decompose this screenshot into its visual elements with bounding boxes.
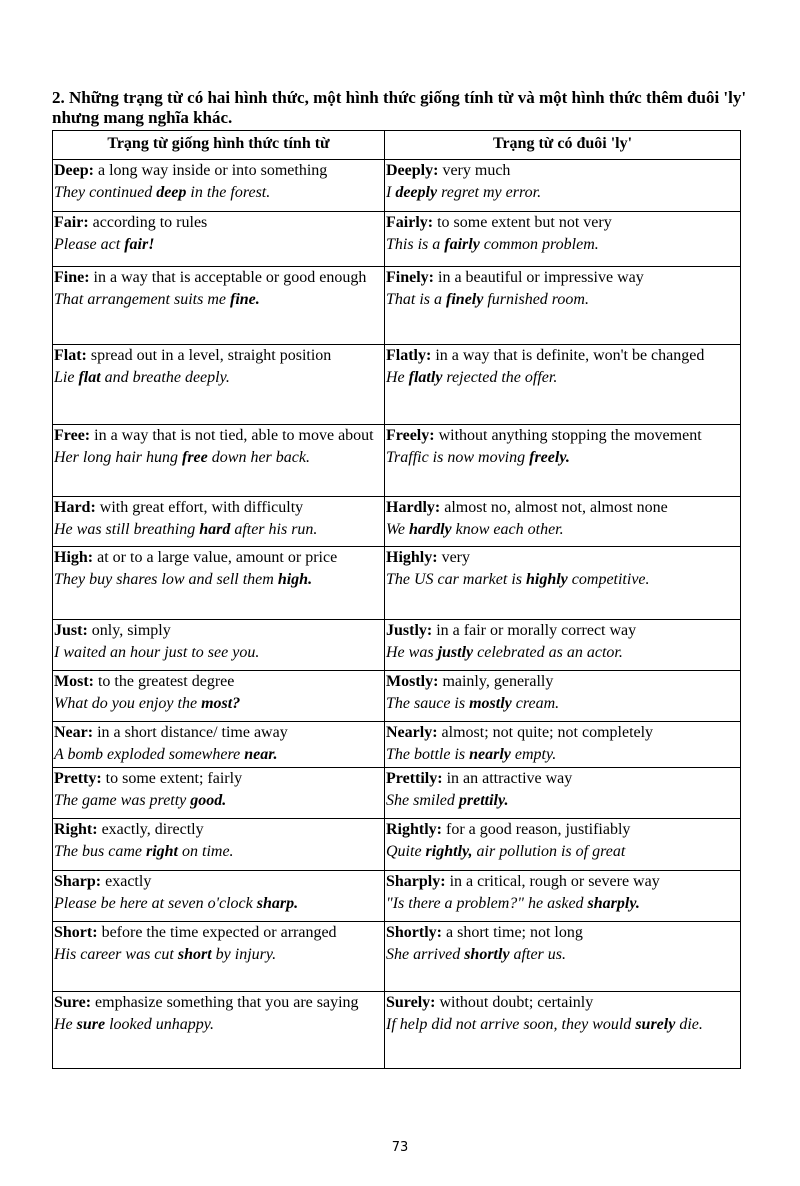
adverb-term: Finely:	[386, 269, 434, 286]
table-row	[53, 871, 741, 922]
table-row	[53, 160, 741, 212]
adverb-ly-form-cell	[385, 819, 741, 871]
example-text: I	[386, 183, 396, 201]
table-row	[53, 671, 741, 722]
adverb-ly-form-cell	[385, 671, 741, 722]
table-row	[53, 819, 741, 871]
adverb-term: Fairly:	[386, 214, 434, 231]
example-text: after his run.	[230, 520, 318, 538]
adverb-definition: to the greatest degree	[93, 673, 235, 690]
adverb-term: Just:	[54, 622, 88, 639]
example-keyword: hardly	[408, 520, 452, 538]
table-row	[53, 992, 741, 1069]
adverb-same-form-cell	[53, 160, 385, 212]
example-text: We	[386, 520, 409, 538]
example-text: by injury.	[211, 945, 277, 963]
adverb-definition: in a way that is definite, won't be changed	[431, 347, 705, 364]
adverb-term: Free:	[54, 427, 91, 444]
example-keyword: finely	[446, 290, 484, 308]
adverb-definition: only, simply	[87, 622, 171, 639]
example-keyword: surely	[635, 1015, 676, 1033]
adverb-term: Hard:	[54, 499, 96, 516]
adverb-term: Sharply:	[386, 873, 446, 890]
example-keyword: sharp.	[256, 894, 299, 912]
adverb-term: Flatly:	[386, 347, 432, 364]
example-text: This is a	[386, 235, 445, 253]
example-text: Traffic is now moving	[386, 448, 530, 466]
example-text: Quite	[386, 842, 426, 860]
example-keyword: flat	[78, 368, 101, 386]
example-keyword: rightly,	[425, 842, 473, 860]
adverb-same-form-cell	[53, 345, 385, 425]
example-keyword: prettily.	[458, 791, 509, 809]
example-keyword: high.	[277, 570, 313, 588]
example-keyword: most?	[201, 694, 241, 712]
adverb-definition: without anything stopping the movement	[434, 427, 702, 444]
adverb-same-form-cell	[53, 992, 385, 1069]
table-row	[53, 547, 741, 620]
adverb-term: Deeply:	[386, 162, 439, 179]
example-keyword: justly	[437, 643, 474, 661]
adverb-term: Sharp:	[54, 873, 102, 890]
table-row	[53, 267, 741, 345]
example-keyword: shortly	[464, 945, 510, 963]
example-sentence	[54, 447, 383, 469]
example-keyword: freely.	[529, 448, 570, 466]
example-text: after us.	[509, 945, 566, 963]
adverb-definition: before the time expected or arranged	[97, 924, 337, 941]
adverb-term: Prettily:	[386, 770, 443, 787]
example-sentence	[54, 642, 383, 664]
example-text: That arrangement suits me	[54, 290, 230, 308]
example-sentence	[54, 893, 383, 915]
example-sentence	[386, 234, 739, 256]
table-header-row	[53, 131, 741, 160]
example-text: cream.	[511, 694, 560, 712]
adverb-term: Freely:	[386, 427, 435, 444]
adverb-term: Pretty:	[54, 770, 102, 787]
adverb-definition: very much	[438, 162, 511, 179]
example-sentence	[386, 642, 739, 664]
adverb-same-form-cell	[53, 267, 385, 345]
example-text: The game was pretty	[54, 791, 191, 809]
example-sentence	[386, 519, 739, 541]
adverb-definition: with great effort, with difficulty	[95, 499, 304, 516]
example-text: That is a	[386, 290, 447, 308]
adverb-term: Mostly:	[386, 673, 439, 690]
adverb-same-form-cell	[53, 722, 385, 768]
example-keyword: sure	[76, 1015, 106, 1033]
example-keyword: highly	[525, 570, 568, 588]
example-text: air pollution is of great	[472, 842, 626, 860]
example-text: regret my error.	[437, 183, 542, 201]
table-row	[53, 212, 741, 267]
table-row	[53, 497, 741, 547]
example-text: Lie	[54, 368, 79, 386]
adverb-term: Shortly:	[386, 924, 442, 941]
example-sentence	[54, 519, 383, 541]
example-text: They buy shares low and sell them	[54, 570, 278, 588]
adverb-definition: mainly, generally	[438, 673, 554, 690]
adverb-ly-form-cell	[385, 267, 741, 345]
example-text: He	[386, 368, 409, 386]
adverb-term: Short:	[54, 924, 98, 941]
section-heading: 2. Những trạng từ có hai hình thức, một hình thức giống tính từ và một hình thức thêm đuôi 'ly' nhưng mang nghĩa khác.	[52, 88, 747, 127]
example-text: The bus came	[54, 842, 146, 860]
example-text: common problem.	[479, 235, 599, 253]
example-keyword: right	[145, 842, 178, 860]
adverb-definition: almost no, almost not, almost none	[440, 499, 668, 516]
adverb-term: Fair:	[54, 214, 89, 231]
adverb-ly-form-cell	[385, 212, 741, 267]
adverb-same-form-cell	[53, 425, 385, 497]
example-text: The sauce is	[386, 694, 470, 712]
example-sentence	[54, 234, 383, 256]
adverb-same-form-cell	[53, 212, 385, 267]
adverb-definition: spread out in a level, straight position	[86, 347, 332, 364]
example-sentence	[54, 790, 383, 812]
table-row	[53, 620, 741, 671]
adverb-definition: very	[437, 549, 470, 566]
example-text: Please act	[54, 235, 125, 253]
column-header-same-form: Trạng từ giống hình thức tính từ	[53, 131, 385, 160]
adverb-ly-form-cell	[385, 722, 741, 768]
example-text: "Is there a problem?" he asked	[386, 894, 588, 912]
example-text: He	[54, 1015, 77, 1033]
example-sentence	[386, 367, 739, 389]
adverb-definition: exactly, directly	[97, 821, 204, 838]
example-text: They continued	[54, 183, 157, 201]
adverb-term: Surely:	[386, 994, 436, 1011]
example-sentence	[54, 569, 383, 591]
example-sentence	[386, 447, 739, 469]
adverb-definition: at or to a large value, amount or price	[93, 549, 338, 566]
example-text: The US car market is	[386, 570, 526, 588]
adverb-definition: according to rules	[88, 214, 208, 231]
adverb-definition: in a short distance/ time away	[93, 724, 288, 741]
adverb-ly-form-cell	[385, 922, 741, 992]
example-text: Her long hair hung	[54, 448, 182, 466]
example-sentence	[54, 1014, 383, 1036]
example-text: Please be here at seven o'clock	[54, 894, 257, 912]
example-text: in the forest.	[186, 183, 271, 201]
adverb-ly-form-cell	[385, 425, 741, 497]
adverb-definition: emphasize something that you are saying	[91, 994, 359, 1011]
adverb-term: Sure:	[54, 994, 92, 1011]
adverb-same-form-cell	[53, 768, 385, 819]
adverb-ly-form-cell	[385, 992, 741, 1069]
example-sentence	[386, 182, 739, 204]
example-keyword: fine.	[230, 290, 260, 308]
adverb-ly-form-cell	[385, 547, 741, 620]
example-text: on time.	[178, 842, 234, 860]
example-keyword: good.	[190, 791, 227, 809]
example-sentence	[386, 944, 739, 966]
example-keyword: flatly	[408, 368, 443, 386]
adverb-definition: almost; not quite; not completely	[437, 724, 654, 741]
column-header-ly-form: Trạng từ có đuôi 'ly'	[385, 131, 741, 160]
adverb-term: Right:	[54, 821, 98, 838]
adverb-ly-form-cell	[385, 345, 741, 425]
example-keyword: fairly	[444, 235, 480, 253]
adverb-definition: in a fair or morally correct way	[432, 622, 637, 639]
table-row	[53, 768, 741, 819]
example-text: looked unhappy.	[105, 1015, 214, 1033]
adverb-term: Rightly:	[386, 821, 442, 838]
adverb-same-form-cell	[53, 922, 385, 992]
adverb-term: Most:	[54, 673, 94, 690]
table-row	[53, 425, 741, 497]
example-keyword: short	[177, 945, 212, 963]
adverb-definition: a long way inside or into something	[93, 162, 328, 179]
adverb-ly-form-cell	[385, 871, 741, 922]
example-sentence	[54, 367, 383, 389]
example-text: and breathe deeply.	[100, 368, 230, 386]
example-text: He was still breathing	[54, 520, 200, 538]
adverb-ly-form-cell	[385, 620, 741, 671]
adverb-definition: in a critical, rough or severe way	[445, 873, 660, 890]
example-sentence	[386, 693, 739, 715]
example-keyword: mostly	[469, 694, 512, 712]
example-sentence	[386, 744, 739, 766]
example-keyword: nearly	[469, 745, 511, 763]
adverb-ly-form-cell	[385, 768, 741, 819]
adverb-term: Near:	[54, 724, 94, 741]
example-text: competitive.	[567, 570, 650, 588]
adverb-definition: in a way that is acceptable or good enough	[89, 269, 367, 286]
adverb-term: Deep:	[54, 162, 94, 179]
example-sentence	[386, 569, 739, 591]
adverb-term: Fine:	[54, 269, 90, 286]
adverb-term: High:	[54, 549, 94, 566]
example-text: empty.	[510, 745, 557, 763]
adverb-definition: in a beautiful or impressive way	[434, 269, 644, 286]
table-row	[53, 922, 741, 992]
example-sentence	[54, 693, 383, 715]
example-text: He was	[386, 643, 438, 661]
example-text: The bottle is	[386, 745, 470, 763]
adverb-definition: a short time; not long	[442, 924, 583, 941]
example-sentence	[386, 289, 739, 311]
adverb-ly-form-cell	[385, 160, 741, 212]
adverb-definition: for a good reason, justifiably	[442, 821, 631, 838]
example-sentence	[386, 841, 739, 863]
adverb-term: Highly:	[386, 549, 438, 566]
example-text: down her back.	[207, 448, 310, 466]
adverb-term: Flat:	[54, 347, 87, 364]
adverb-ly-form-cell	[385, 497, 741, 547]
adverb-term: Justly:	[386, 622, 433, 639]
example-text: She smiled	[386, 791, 459, 809]
example-text: celebrated as an actor.	[473, 643, 623, 661]
page-number: 73	[391, 1140, 409, 1155]
adverb-same-form-cell	[53, 871, 385, 922]
example-text: If help did not arrive soon, they would	[386, 1015, 636, 1033]
example-keyword: free	[182, 448, 208, 466]
example-keyword: fair!	[124, 235, 155, 253]
table-row	[53, 345, 741, 425]
example-sentence	[54, 182, 383, 204]
adverb-definition: to some extent; fairly	[101, 770, 243, 787]
adverb-same-form-cell	[53, 547, 385, 620]
example-text: She arrived	[386, 945, 465, 963]
example-text: furnished room.	[483, 290, 589, 308]
adverb-table	[52, 130, 741, 1069]
example-sentence	[54, 944, 383, 966]
example-text: I waited an hour just to see you.	[54, 643, 260, 661]
adverb-term: Nearly:	[386, 724, 438, 741]
example-sentence	[54, 289, 383, 311]
adverb-definition: to some extent but not very	[433, 214, 612, 231]
adverb-definition: in a way that is not tied, able to move about	[90, 427, 374, 444]
adverb-definition: in an attractive way	[442, 770, 573, 787]
example-keyword: deep	[156, 183, 187, 201]
adverb-term: Hardly:	[386, 499, 441, 516]
example-sentence	[386, 1014, 739, 1036]
example-text: A bomb exploded somewhere	[54, 745, 245, 763]
example-sentence	[54, 744, 383, 766]
example-sentence	[386, 790, 739, 812]
adverb-same-form-cell	[53, 671, 385, 722]
example-text: What do you enjoy the	[54, 694, 202, 712]
example-keyword: hard	[199, 520, 231, 538]
adverb-definition: without doubt; certainly	[435, 994, 594, 1011]
example-keyword: near.	[244, 745, 278, 763]
table-row	[53, 722, 741, 768]
adverb-same-form-cell	[53, 497, 385, 547]
example-text: His career was cut	[54, 945, 178, 963]
example-text: know each other.	[451, 520, 564, 538]
example-keyword: deeply	[395, 183, 438, 201]
example-keyword: sharply.	[587, 894, 640, 912]
example-text: die.	[675, 1015, 703, 1033]
example-sentence	[386, 893, 739, 915]
adverb-same-form-cell	[53, 620, 385, 671]
example-text: rejected the offer.	[442, 368, 558, 386]
adverb-definition: exactly	[101, 873, 152, 890]
example-sentence	[54, 841, 383, 863]
adverb-same-form-cell	[53, 819, 385, 871]
